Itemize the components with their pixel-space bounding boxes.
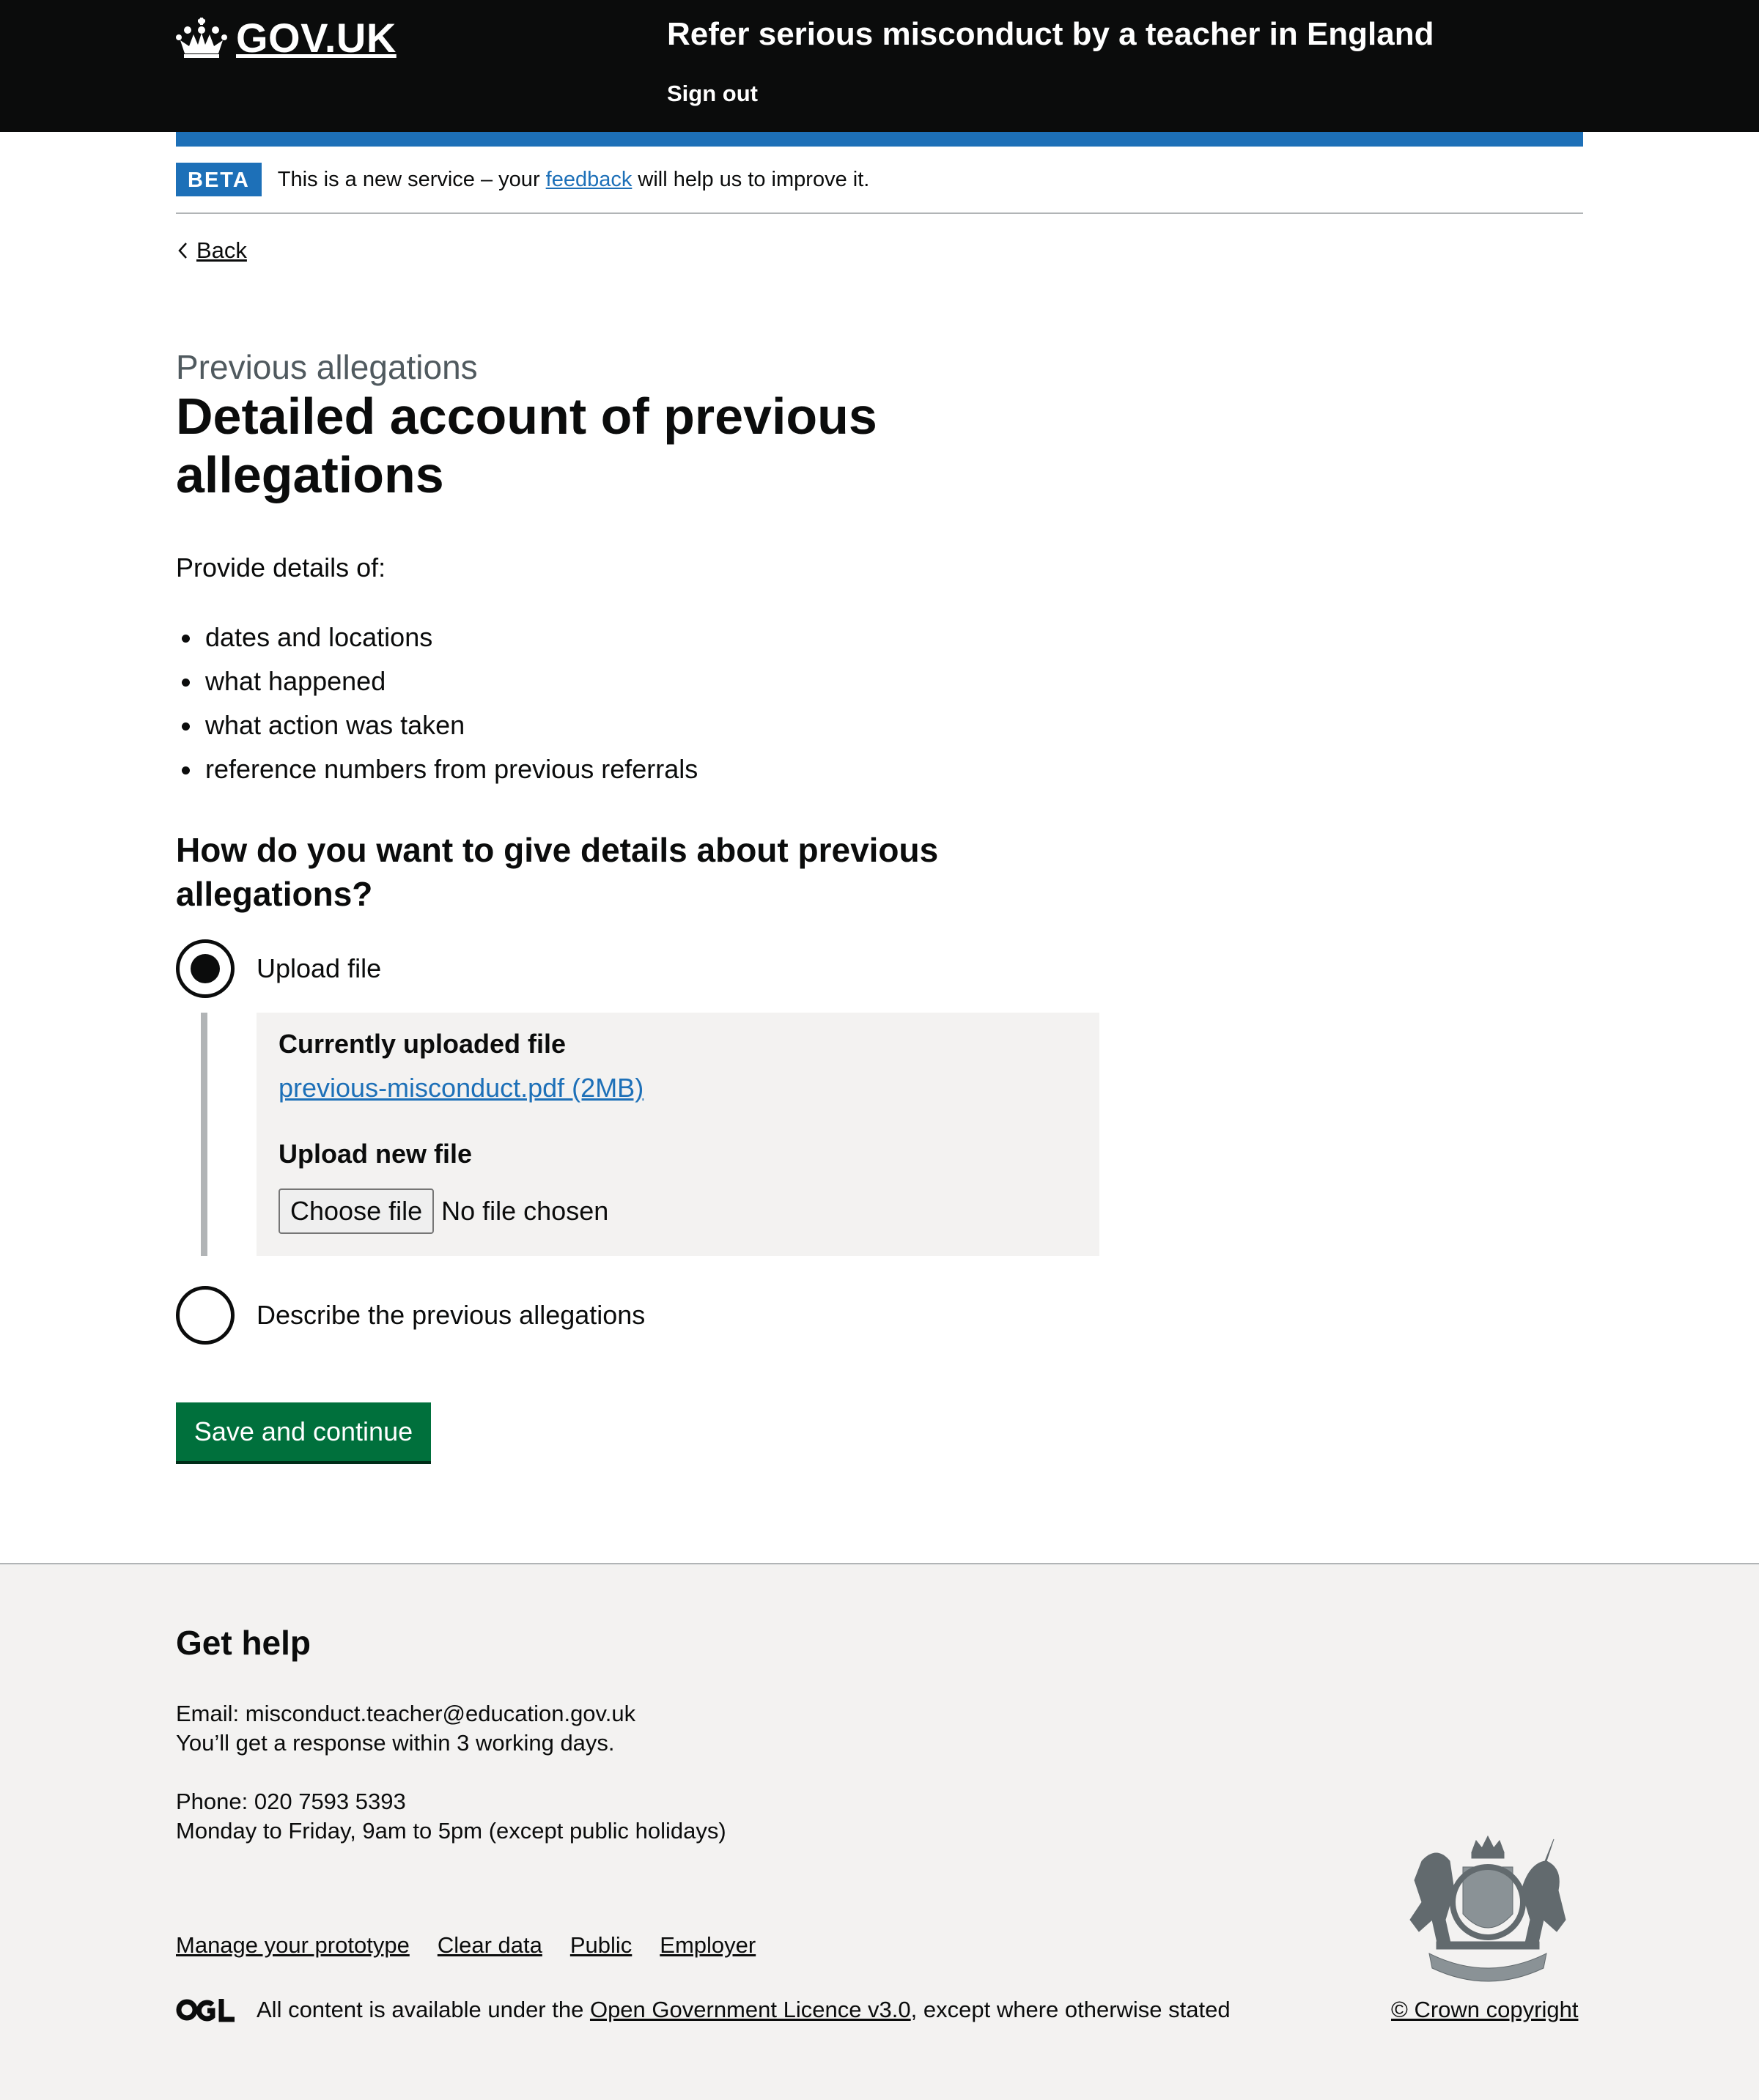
- upload-new-file-heading: Upload new file: [279, 1139, 473, 1169]
- phase-banner: [176, 147, 1583, 214]
- licence-row: [176, 1997, 1231, 2023]
- help-phone: Phone: 020 7593 5393: [176, 1789, 406, 1814]
- list-item: what action was taken: [176, 703, 698, 747]
- logo-text: GOV.UK: [236, 14, 397, 61]
- upload-panel: [257, 1013, 1099, 1256]
- radio-button-unchecked[interactable]: [176, 1286, 235, 1345]
- radio-label-describe[interactable]: Describe the previous allegations: [257, 1300, 646, 1330]
- radio-describe-allegations[interactable]: [176, 1286, 645, 1345]
- phase-text-before: This is a new service – your: [277, 167, 546, 191]
- site-header: [0, 0, 1759, 132]
- govuk-logo-link[interactable]: [176, 13, 397, 62]
- header-blue-bar: [176, 132, 1583, 147]
- chevron-left-icon: [176, 241, 189, 260]
- back-link-container: [176, 236, 247, 265]
- ogl-licence-link[interactable]: Open Government Licence v3.0: [589, 1997, 911, 2022]
- conditional-reveal-bar: [201, 1013, 207, 1256]
- list-item: dates and locations: [176, 615, 698, 659]
- file-input[interactable]: [279, 1188, 608, 1234]
- ogl-logo-icon: [176, 1997, 236, 2022]
- page-caption: Previous allegations: [176, 348, 478, 386]
- get-help-heading: Get help: [176, 1624, 311, 1662]
- save-and-continue-button[interactable]: Save and continue: [176, 1402, 431, 1461]
- help-email-note: You’ll get a response within 3 working days.: [176, 1730, 615, 1756]
- footer-link-public[interactable]: Public: [569, 1932, 633, 1958]
- licence-text-before: All content is available under the: [257, 1997, 590, 2022]
- page-title: Detailed account of previous allegations: [176, 388, 877, 503]
- footer-link-clear-data[interactable]: Clear data: [437, 1932, 542, 1958]
- footer-link-employer[interactable]: Employer: [660, 1932, 756, 1958]
- sign-out-link[interactable]: Sign out: [667, 81, 758, 106]
- radio-question: How do you want to give details about previous allegations?: [176, 831, 939, 913]
- back-link[interactable]: Back: [196, 237, 247, 263]
- radio-label-upload-file[interactable]: Upload file: [257, 953, 382, 983]
- list-item: what happened: [176, 659, 698, 703]
- phase-banner-text: [278, 168, 870, 192]
- no-file-chosen-text: No file chosen: [441, 1196, 609, 1226]
- footer-link-manage-prototype[interactable]: Manage your prototype: [176, 1932, 410, 1958]
- intro-text: Provide details of:: [176, 552, 386, 583]
- list-item: reference numbers from previous referrals: [176, 747, 698, 791]
- current-file-link[interactable]: previous-misconduct.pdf (2MB): [279, 1073, 644, 1103]
- details-list: [176, 615, 698, 791]
- choose-file-button[interactable]: Choose file: [279, 1188, 434, 1234]
- crown-icon: [176, 17, 227, 58]
- licence-text: [257, 1997, 1231, 2023]
- crown-copyright-link[interactable]: © Crown copyright: [1391, 1997, 1579, 2022]
- footer-links: [176, 1932, 783, 1959]
- licence-text-after: , except where otherwise stated: [910, 1997, 1231, 2022]
- radio-upload-file[interactable]: [176, 939, 381, 998]
- phase-text-after: will help us to improve it.: [632, 167, 870, 191]
- beta-tag: BETA: [176, 163, 262, 196]
- feedback-link[interactable]: feedback: [545, 167, 633, 191]
- site-footer: [0, 1563, 1759, 2100]
- service-name[interactable]: Refer serious misconduct by a teacher in England: [667, 16, 1434, 52]
- help-phone-hours: Monday to Friday, 9am to 5pm (except public holidays): [176, 1818, 726, 1844]
- radio-button-checked[interactable]: [176, 939, 235, 998]
- help-email: Email: misconduct.teacher@education.gov.uk: [176, 1701, 636, 1726]
- current-file-heading: Currently uploaded file: [279, 1029, 567, 1059]
- royal-coat-of-arms-icon: [1393, 1832, 1583, 1987]
